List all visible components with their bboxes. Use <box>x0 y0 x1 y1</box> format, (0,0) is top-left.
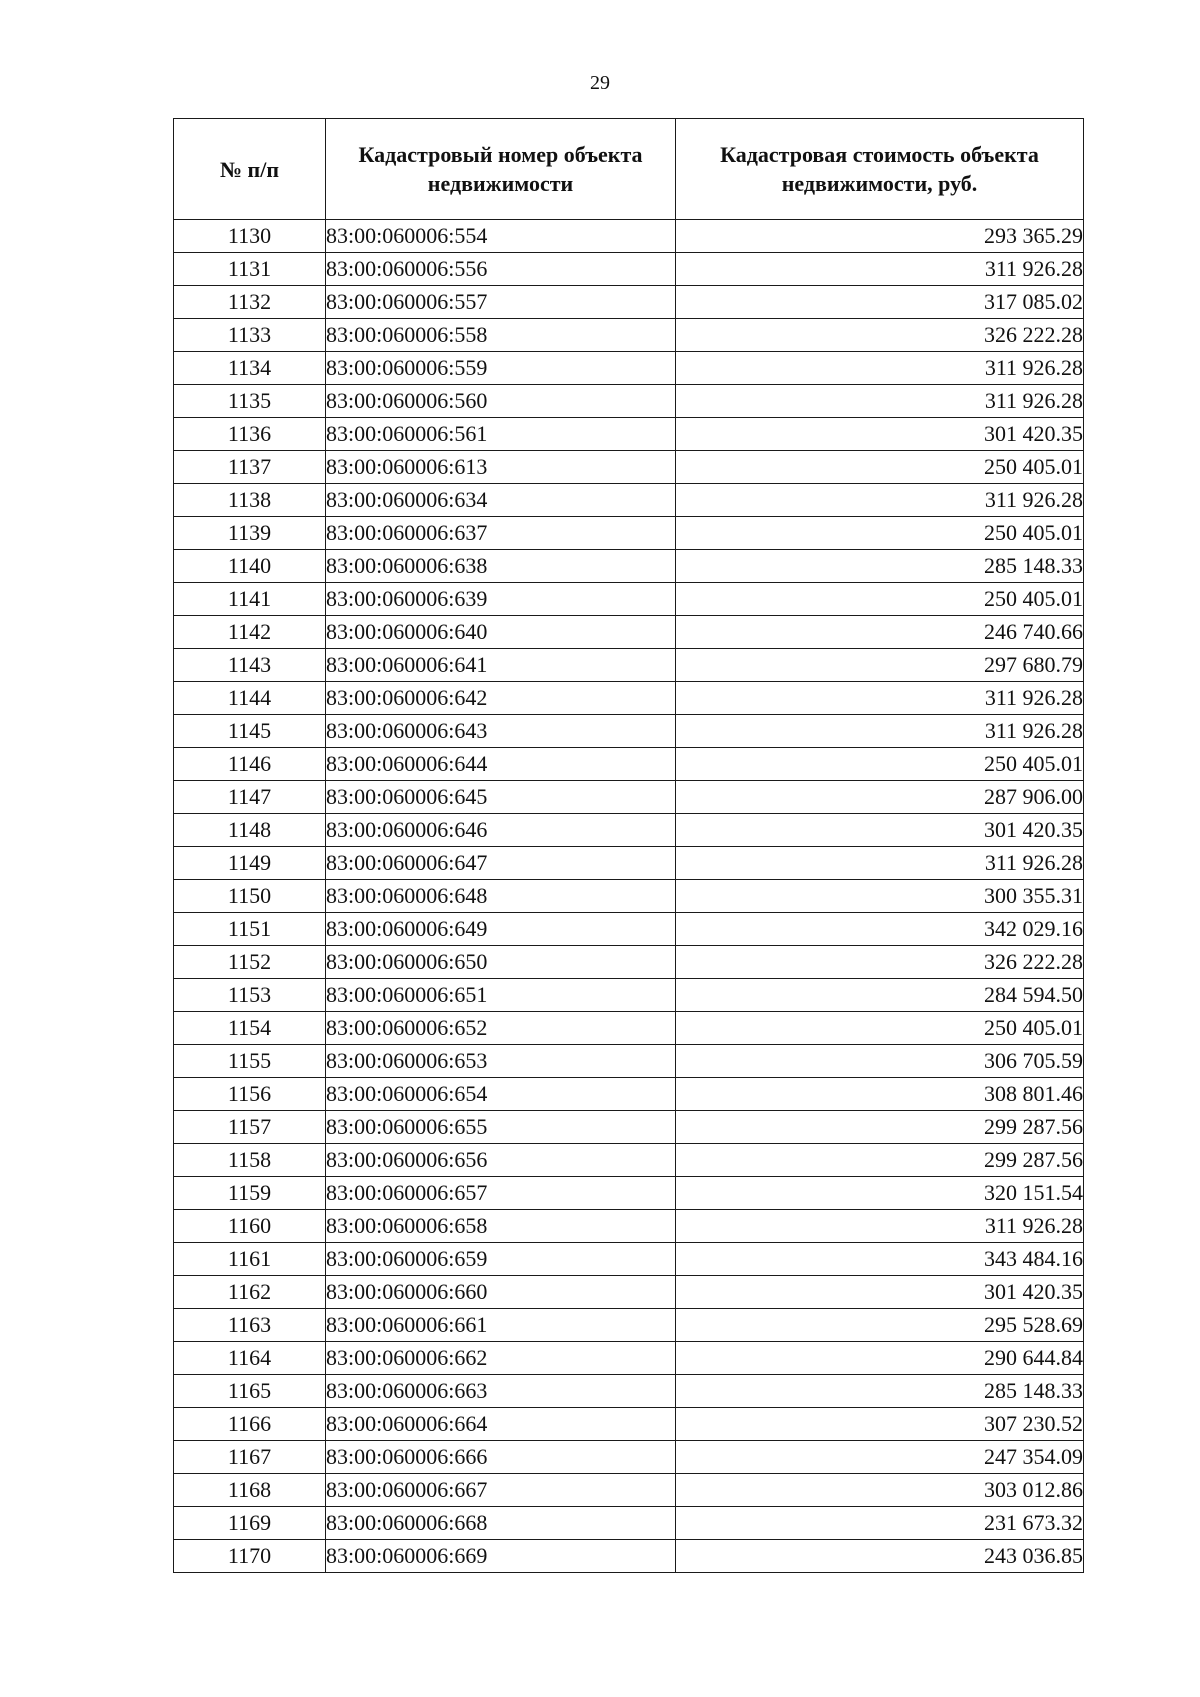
table-row <box>174 253 1084 286</box>
table-row <box>174 781 1084 814</box>
cadastral-number-cell: 83:00:060006:658 <box>326 1210 676 1243</box>
cadastral-number-cell: 83:00:060006:660 <box>326 1276 676 1309</box>
cadastral-value-cell: 301 420.35 <box>676 418 1084 451</box>
cadastral-number-cell: 83:00:060006:644 <box>326 748 676 781</box>
row-number-cell: 1164 <box>174 1342 326 1375</box>
row-number-cell: 1156 <box>174 1078 326 1111</box>
cadastral-number-cell: 83:00:060006:666 <box>326 1441 676 1474</box>
row-number-cell: 1139 <box>174 517 326 550</box>
cadastral-number-cell: 83:00:060006:653 <box>326 1045 676 1078</box>
cadastral-number-cell: 83:00:060006:645 <box>326 781 676 814</box>
row-number-cell: 1148 <box>174 814 326 847</box>
cadastral-number-cell: 83:00:060006:647 <box>326 847 676 880</box>
row-number-cell: 1167 <box>174 1441 326 1474</box>
cadastral-value-cell: 246 740.66 <box>676 616 1084 649</box>
row-number-cell: 1168 <box>174 1474 326 1507</box>
row-number-cell: 1158 <box>174 1144 326 1177</box>
cadastral-number-cell: 83:00:060006:560 <box>326 385 676 418</box>
cadastral-value-cell: 250 405.01 <box>676 451 1084 484</box>
row-number-cell: 1133 <box>174 319 326 352</box>
table-row <box>174 1408 1084 1441</box>
cadastral-value-cell: 285 148.33 <box>676 550 1084 583</box>
table-row <box>174 352 1084 385</box>
cadastral-number-cell: 83:00:060006:613 <box>326 451 676 484</box>
row-number-cell: 1144 <box>174 682 326 715</box>
row-number-cell: 1153 <box>174 979 326 1012</box>
cadastral-value-cell: 231 673.32 <box>676 1507 1084 1540</box>
cadastral-value-cell: 300 355.31 <box>676 880 1084 913</box>
cadastral-value-cell: 290 644.84 <box>676 1342 1084 1375</box>
cadastral-number-cell: 83:00:060006:655 <box>326 1111 676 1144</box>
row-number-cell: 1161 <box>174 1243 326 1276</box>
cadastral-value-cell: 307 230.52 <box>676 1408 1084 1441</box>
table-row <box>174 517 1084 550</box>
table-row <box>174 583 1084 616</box>
table-row <box>174 220 1084 253</box>
table-row <box>174 1276 1084 1309</box>
cadastral-number-cell: 83:00:060006:654 <box>326 1078 676 1111</box>
cadastral-number-cell: 83:00:060006:664 <box>326 1408 676 1441</box>
cadastral-number-cell: 83:00:060006:651 <box>326 979 676 1012</box>
table-row <box>174 1507 1084 1540</box>
cadastral-number-cell: 83:00:060006:650 <box>326 946 676 979</box>
cadastral-value-cell: 284 594.50 <box>676 979 1084 1012</box>
table-header <box>174 119 1084 220</box>
cadastral-value-cell: 303 012.86 <box>676 1474 1084 1507</box>
table-row <box>174 1540 1084 1573</box>
table-row <box>174 1012 1084 1045</box>
cadastral-value-cell: 311 926.28 <box>676 682 1084 715</box>
cadastral-number-cell: 83:00:060006:663 <box>326 1375 676 1408</box>
table-row <box>174 715 1084 748</box>
table-row <box>174 1474 1084 1507</box>
row-number-cell: 1155 <box>174 1045 326 1078</box>
row-number-cell: 1166 <box>174 1408 326 1441</box>
cadastral-value-cell: 299 287.56 <box>676 1144 1084 1177</box>
cadastral-value-cell: 250 405.01 <box>676 748 1084 781</box>
column-header-cadastral-value: Кадастровая стоимость объекта недвижимости, руб. <box>676 119 1084 220</box>
cadastral-number-cell: 83:00:060006:659 <box>326 1243 676 1276</box>
row-number-cell: 1162 <box>174 1276 326 1309</box>
cadastral-value-cell: 295 528.69 <box>676 1309 1084 1342</box>
cadastral-value-cell: 311 926.28 <box>676 847 1084 880</box>
cadastral-number-cell: 83:00:060006:652 <box>326 1012 676 1045</box>
table-body <box>174 220 1084 1573</box>
cadastral-number-cell: 83:00:060006:662 <box>326 1342 676 1375</box>
cadastral-number-cell: 83:00:060006:559 <box>326 352 676 385</box>
cadastral-value-cell: 311 926.28 <box>676 352 1084 385</box>
cadastral-value-cell: 250 405.01 <box>676 1012 1084 1045</box>
cadastral-value-table <box>173 118 1084 1573</box>
cadastral-value-cell: 287 906.00 <box>676 781 1084 814</box>
cadastral-number-cell: 83:00:060006:649 <box>326 913 676 946</box>
cadastral-value-cell: 311 926.28 <box>676 484 1084 517</box>
column-header-cadastral-number: Кадастровый номер объекта недвижимости <box>326 119 676 220</box>
cadastral-number-cell: 83:00:060006:554 <box>326 220 676 253</box>
cadastral-number-cell: 83:00:060006:667 <box>326 1474 676 1507</box>
row-number-cell: 1140 <box>174 550 326 583</box>
cadastral-value-cell: 311 926.28 <box>676 253 1084 286</box>
cadastral-number-cell: 83:00:060006:634 <box>326 484 676 517</box>
table-header-row <box>174 119 1084 220</box>
row-number-cell: 1160 <box>174 1210 326 1243</box>
cadastral-number-cell: 83:00:060006:657 <box>326 1177 676 1210</box>
cadastral-value-cell: 342 029.16 <box>676 913 1084 946</box>
cadastral-number-cell: 83:00:060006:668 <box>326 1507 676 1540</box>
cadastral-value-cell: 320 151.54 <box>676 1177 1084 1210</box>
row-number-cell: 1152 <box>174 946 326 979</box>
table-row <box>174 1342 1084 1375</box>
row-number-cell: 1170 <box>174 1540 326 1573</box>
cadastral-number-cell: 83:00:060006:648 <box>326 880 676 913</box>
table-row <box>174 1144 1084 1177</box>
table-row <box>174 1309 1084 1342</box>
cadastral-number-cell: 83:00:060006:558 <box>326 319 676 352</box>
row-number-cell: 1137 <box>174 451 326 484</box>
cadastral-value-cell: 250 405.01 <box>676 517 1084 550</box>
table-row <box>174 1243 1084 1276</box>
cadastral-number-cell: 83:00:060006:640 <box>326 616 676 649</box>
cadastral-value-cell: 317 085.02 <box>676 286 1084 319</box>
table-row <box>174 880 1084 913</box>
row-number-cell: 1135 <box>174 385 326 418</box>
cadastral-value-cell: 326 222.28 <box>676 319 1084 352</box>
table-row <box>174 1045 1084 1078</box>
cadastral-value-cell: 326 222.28 <box>676 946 1084 979</box>
table-row <box>174 418 1084 451</box>
row-number-cell: 1154 <box>174 1012 326 1045</box>
table-row <box>174 979 1084 1012</box>
cadastral-number-cell: 83:00:060006:669 <box>326 1540 676 1573</box>
row-number-cell: 1159 <box>174 1177 326 1210</box>
cadastral-value-cell: 243 036.85 <box>676 1540 1084 1573</box>
cadastral-number-cell: 83:00:060006:646 <box>326 814 676 847</box>
row-number-cell: 1142 <box>174 616 326 649</box>
row-number-cell: 1169 <box>174 1507 326 1540</box>
table-row <box>174 1078 1084 1111</box>
cadastral-number-cell: 83:00:060006:656 <box>326 1144 676 1177</box>
page-number: 29 <box>590 72 610 94</box>
row-number-cell: 1130 <box>174 220 326 253</box>
cadastral-value-cell: 343 484.16 <box>676 1243 1084 1276</box>
table-row <box>174 913 1084 946</box>
cadastral-value-cell: 306 705.59 <box>676 1045 1084 1078</box>
cadastral-number-cell: 83:00:060006:661 <box>326 1309 676 1342</box>
row-number-cell: 1149 <box>174 847 326 880</box>
table-row <box>174 1177 1084 1210</box>
table-row <box>174 682 1084 715</box>
table-row <box>174 847 1084 880</box>
cadastral-number-cell: 83:00:060006:637 <box>326 517 676 550</box>
cadastral-value-cell: 311 926.28 <box>676 1210 1084 1243</box>
row-number-cell: 1136 <box>174 418 326 451</box>
cadastral-value-cell: 301 420.35 <box>676 814 1084 847</box>
cadastral-number-cell: 83:00:060006:643 <box>326 715 676 748</box>
row-number-cell: 1134 <box>174 352 326 385</box>
row-number-cell: 1151 <box>174 913 326 946</box>
table-row <box>174 1441 1084 1474</box>
table-row <box>174 286 1084 319</box>
cadastral-number-cell: 83:00:060006:642 <box>326 682 676 715</box>
cadastral-number-cell: 83:00:060006:641 <box>326 649 676 682</box>
table-row <box>174 649 1084 682</box>
table-row <box>174 1375 1084 1408</box>
cadastral-number-cell: 83:00:060006:639 <box>326 583 676 616</box>
row-number-cell: 1138 <box>174 484 326 517</box>
table-row <box>174 550 1084 583</box>
table-row <box>174 319 1084 352</box>
row-number-cell: 1145 <box>174 715 326 748</box>
cadastral-number-cell: 83:00:060006:638 <box>326 550 676 583</box>
table-row <box>174 484 1084 517</box>
row-number-cell: 1131 <box>174 253 326 286</box>
table-row <box>174 385 1084 418</box>
table-row <box>174 616 1084 649</box>
cadastral-value-cell: 299 287.56 <box>676 1111 1084 1144</box>
row-number-cell: 1147 <box>174 781 326 814</box>
row-number-cell: 1141 <box>174 583 326 616</box>
cadastral-number-cell: 83:00:060006:556 <box>326 253 676 286</box>
row-number-cell: 1150 <box>174 880 326 913</box>
cadastral-value-cell: 301 420.35 <box>676 1276 1084 1309</box>
cadastral-value-cell: 250 405.01 <box>676 583 1084 616</box>
table-row <box>174 1111 1084 1144</box>
cadastral-value-cell: 297 680.79 <box>676 649 1084 682</box>
row-number-cell: 1163 <box>174 1309 326 1342</box>
table-row <box>174 1210 1084 1243</box>
cadastral-value-cell: 311 926.28 <box>676 385 1084 418</box>
row-number-cell: 1132 <box>174 286 326 319</box>
row-number-cell: 1165 <box>174 1375 326 1408</box>
cadastral-value-cell: 308 801.46 <box>676 1078 1084 1111</box>
cadastral-value-cell: 285 148.33 <box>676 1375 1084 1408</box>
table-row <box>174 748 1084 781</box>
row-number-cell: 1143 <box>174 649 326 682</box>
cadastral-value-cell: 293 365.29 <box>676 220 1084 253</box>
column-header-num: № п/п <box>174 119 326 220</box>
cadastral-value-cell: 311 926.28 <box>676 715 1084 748</box>
row-number-cell: 1146 <box>174 748 326 781</box>
row-number-cell: 1157 <box>174 1111 326 1144</box>
cadastral-number-cell: 83:00:060006:557 <box>326 286 676 319</box>
table-row <box>174 451 1084 484</box>
cadastral-number-cell: 83:00:060006:561 <box>326 418 676 451</box>
table-row <box>174 946 1084 979</box>
cadastral-value-cell: 247 354.09 <box>676 1441 1084 1474</box>
table-row <box>174 814 1084 847</box>
